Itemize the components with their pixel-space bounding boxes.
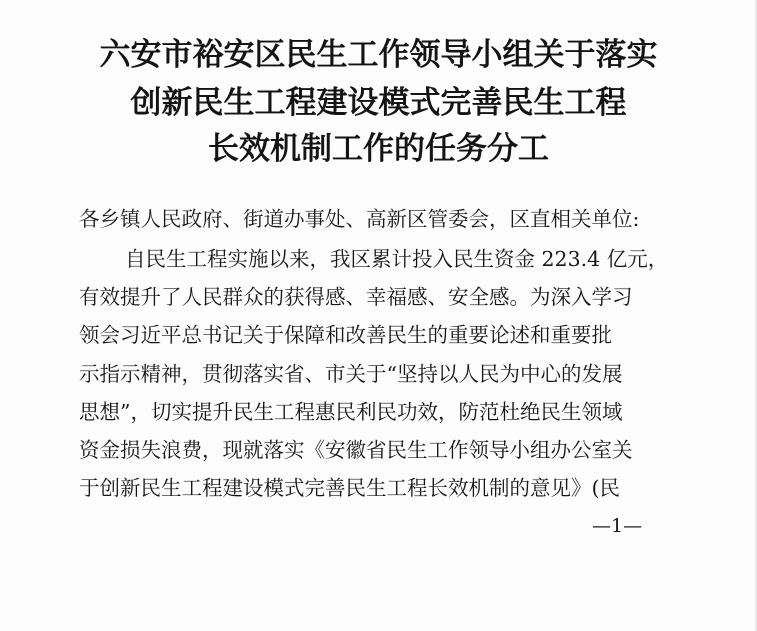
document-title-line-3: 长效机制工作的任务分工: [208, 131, 549, 167]
page-number: —1—: [592, 515, 643, 537]
document-title-line-2: 创新民生工程建设模式完善民生工程: [130, 85, 627, 121]
body-line-3: 领会习近平总书记关于保障和改善民生的重要论述和重要批: [79, 323, 612, 347]
body-line-2: 有效提升了人民群众的获得感、幸福感、安全感。为深入学习: [79, 285, 633, 309]
body-line-6: 资金损失浪费，现就落实《安徽省民生工作领导小组办公室关: [79, 438, 633, 462]
document-title-line-1: 六安市裕安区民生工作领导小组关于落实: [99, 37, 658, 73]
body-line-4: 示指示精神，贯彻落实省、市关于“坚持以人民为中心的发展: [79, 362, 623, 386]
body-line-7: 于创新民生工程建设模式完善民生工程长效机制的意见》(民: [79, 476, 620, 500]
addressee-line: 各乡镇人民政府、街道办事处、高新区管委会，区直相关单位:: [79, 207, 640, 231]
body-line-1: 自民生工程实施以来，我区累计投入民生资金 223.4 亿元，: [125, 247, 669, 271]
body-line-5: 思想”，切实提升民生工程惠民利民功效，防范杜绝民生领域: [79, 400, 623, 424]
